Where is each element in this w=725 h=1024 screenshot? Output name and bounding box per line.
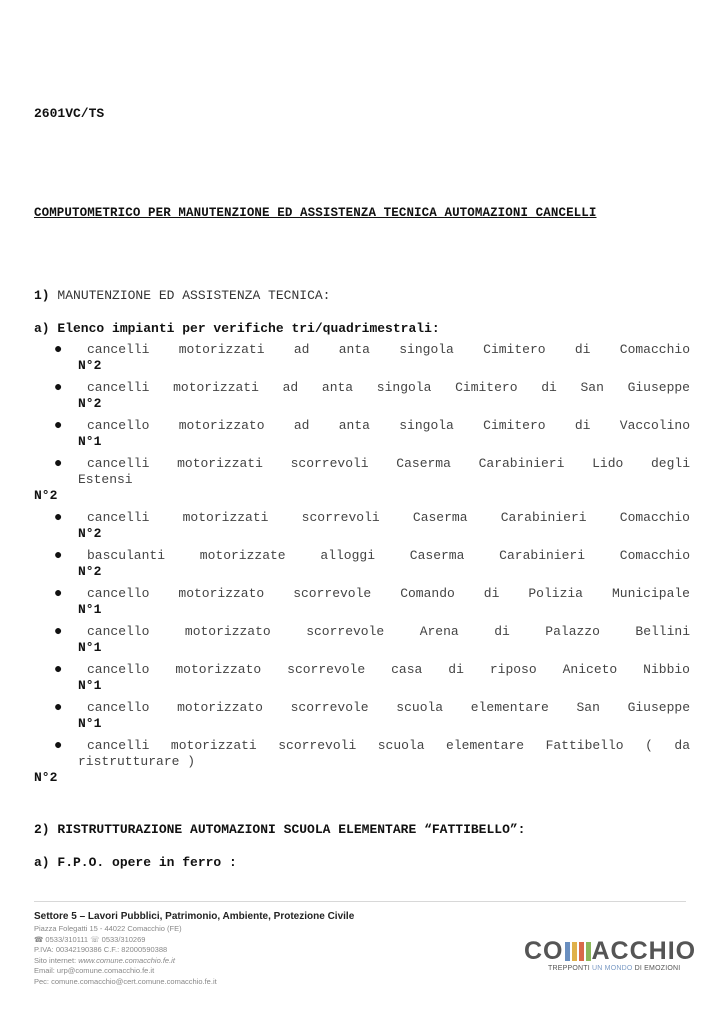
list-item xyxy=(34,418,690,450)
list-item xyxy=(34,342,690,374)
footer-address: Piazza Folegatti 15 - 44022 Comacchio (FE) xyxy=(34,924,182,933)
document-title: COMPUTOMETRICO PER MANUTENZIONE ED ASSISTENZA TECNICA AUTOMAZIONI CANCELLI xyxy=(34,206,597,220)
item-quantity: N°2 xyxy=(34,488,58,503)
list-item xyxy=(34,624,690,656)
bullet-icon: ● xyxy=(54,510,63,526)
comacchio-logo xyxy=(524,937,696,972)
footer-divider xyxy=(34,901,686,902)
list-item xyxy=(34,662,690,694)
section-1a-heading: a) Elenco impianti per verifiche tri/quadrimestrali: xyxy=(34,321,440,336)
item-text: basculanti motorizzate alloggi Caserma Carabinieri Comacchio xyxy=(87,548,690,563)
item-quantity: N°1 xyxy=(78,716,102,731)
footer-site-link[interactable]: www.comune.comacchio.fe.it xyxy=(78,955,175,965)
item-quantity: N°2 xyxy=(78,396,102,411)
list-item xyxy=(34,456,690,504)
bullet-icon: ● xyxy=(54,380,63,396)
item-text: cancelli motorizzati scorrevoli Caserma Carabinieri Comacchio xyxy=(87,510,690,525)
logo-text-left: CO xyxy=(524,937,564,965)
item-text-continued: ristrutturare ) xyxy=(78,754,196,769)
list-item xyxy=(34,510,690,542)
logo-bars-icon xyxy=(565,942,591,961)
item-text: cancello motorizzato ad anta singola Cimitero di Vaccolino xyxy=(87,418,690,433)
equipment-list xyxy=(34,342,690,786)
section-1-heading xyxy=(34,288,330,303)
bullet-icon: ● xyxy=(54,418,63,434)
bullet-icon: ● xyxy=(54,342,63,358)
item-text-continued: Estensi xyxy=(78,472,133,487)
list-item xyxy=(34,700,690,732)
list-item xyxy=(34,380,690,412)
footer-email: Email: urp@comune.comacchio.fe.it xyxy=(34,966,155,975)
item-text: cancello motorizzato scorrevole Arena di Palazzo Bellini xyxy=(87,624,690,639)
footer-vat: P.IVA: 00342190386 C.F.: 82000590388 xyxy=(34,945,168,954)
list-item xyxy=(34,586,690,618)
item-text: cancelli motorizzati ad anta singola Cimitero di Comacchio xyxy=(87,342,690,357)
list-item xyxy=(34,548,690,580)
list-item xyxy=(34,738,690,786)
footer-pec: Pec: comune.comacchio@cert.comune.comacchio.fe.it xyxy=(34,976,217,986)
item-quantity: N°1 xyxy=(78,602,102,617)
item-text: cancello motorizzato scorrevole casa di riposo Aniceto Nibbio xyxy=(87,662,690,677)
item-quantity: N°1 xyxy=(78,434,102,449)
document-code: 2601VC/TS xyxy=(34,106,105,121)
bullet-icon: ● xyxy=(54,624,63,640)
logo-tagline: TREPPONTI UN MONDO DI EMOZIONI xyxy=(548,965,681,972)
item-text: cancello motorizzato scorrevole scuola elementare San Giuseppe xyxy=(87,700,690,715)
item-quantity: N°1 xyxy=(78,678,102,693)
footer-title: Settore 5 – Lavori Pubblici, Patrimonio, Ambiente, Protezione Civile xyxy=(34,911,355,922)
footer-site xyxy=(34,956,354,967)
item-text: cancelli motorizzati scorrevoli Caserma Carabinieri Lido degli xyxy=(87,456,690,471)
item-quantity: N°1 xyxy=(78,640,102,655)
item-text: cancello motorizzato scorrevole Comando di Polizia Municipale xyxy=(87,586,690,601)
bullet-icon: ● xyxy=(54,738,63,754)
footer xyxy=(34,911,354,987)
bullet-icon: ● xyxy=(54,586,63,602)
footer-phone: ☎ 0533/310111 ☏ 0533/310269 xyxy=(34,934,146,944)
section-1-number: 1) xyxy=(34,288,50,303)
logo-wordmark xyxy=(524,937,696,966)
section-2a-heading: a) F.P.O. opere in ferro : xyxy=(34,855,237,870)
item-text: cancelli motorizzati ad anta singola Cimitero di San Giuseppe xyxy=(87,380,690,395)
section-1-label: MANUTENZIONE ED ASSISTENZA TECNICA: xyxy=(57,288,331,303)
bullet-icon: ● xyxy=(54,456,63,472)
bullet-icon: ● xyxy=(54,548,63,564)
item-quantity: N°2 xyxy=(78,358,102,373)
item-quantity: N°2 xyxy=(78,564,102,579)
item-quantity: N°2 xyxy=(78,526,102,541)
bullet-icon: ● xyxy=(54,662,63,678)
item-quantity: N°2 xyxy=(34,770,58,785)
section-2-heading: 2) RISTRUTTURAZIONE AUTOMAZIONI SCUOLA ELEMENTARE “FATTIBELLO”: xyxy=(34,822,526,837)
footer-site-label: Sito internet: xyxy=(34,955,79,965)
logo-text-right: ACCHIO xyxy=(591,937,697,965)
bullet-icon: ● xyxy=(54,700,63,716)
item-text: cancelli motorizzati scorrevoli scuola elementare Fattibello ( da xyxy=(87,738,690,753)
